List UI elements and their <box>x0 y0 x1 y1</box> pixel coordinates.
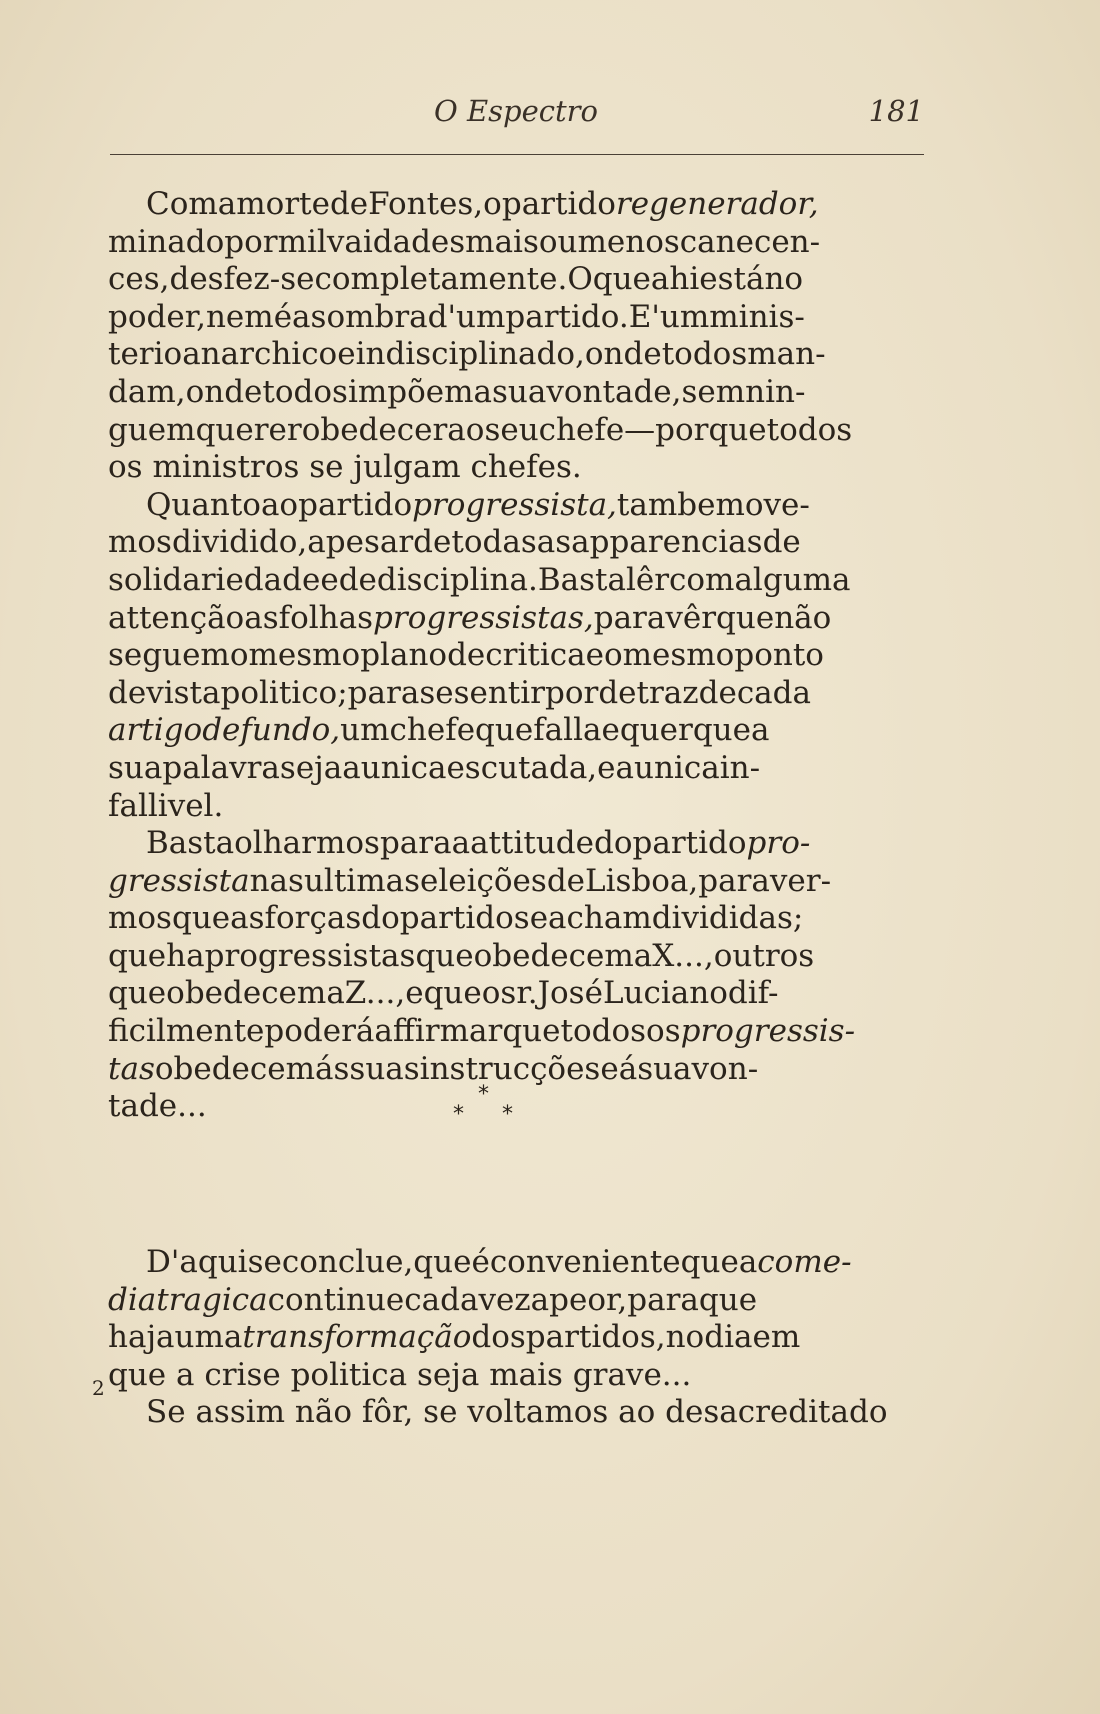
book-page <box>108 92 924 1431</box>
word: um <box>340 712 390 749</box>
word: de <box>202 712 241 749</box>
text-line <box>108 750 924 788</box>
word: a <box>615 749 634 786</box>
word: crise <box>204 1356 281 1393</box>
word: para <box>627 1281 699 1318</box>
word: critica <box>485 637 586 674</box>
text-line <box>108 562 924 600</box>
word: conclue, <box>281 1244 414 1280</box>
text-line <box>108 900 924 938</box>
word: ao <box>447 411 485 448</box>
page-number: 181 <box>868 94 924 128</box>
word: partido. <box>505 298 629 335</box>
word: no <box>764 261 804 298</box>
word: haja <box>108 1319 175 1356</box>
word: por <box>224 223 278 260</box>
word: é <box>471 1244 490 1280</box>
word: que <box>108 1356 167 1393</box>
word: um <box>659 298 710 335</box>
word: conveniente <box>489 1244 681 1280</box>
word: querer <box>195 411 302 448</box>
paragraph-5 <box>108 1394 924 1432</box>
word: e <box>337 336 356 373</box>
word: continue <box>267 1281 405 1318</box>
word: politico; <box>220 674 348 711</box>
word: julgam <box>353 449 461 486</box>
word: ahi <box>650 261 700 298</box>
word: ministros <box>152 449 300 486</box>
word: obedecem <box>166 975 327 1012</box>
word: que <box>423 975 482 1012</box>
word: dif- <box>727 975 779 1012</box>
word: chefe <box>389 712 476 749</box>
word: vêr <box>665 599 717 636</box>
word: está <box>699 261 765 298</box>
word: nin- <box>745 373 806 410</box>
word: unica <box>634 749 720 786</box>
word: de <box>108 674 147 711</box>
word: e <box>405 975 424 1012</box>
word: minado <box>108 223 225 260</box>
word: mil <box>277 223 327 260</box>
word: artigo <box>108 712 203 749</box>
word: apesar <box>307 524 414 561</box>
word: attitude <box>470 825 594 862</box>
word: instrucções <box>419 1050 601 1087</box>
word: a <box>633 937 653 974</box>
word: dos <box>471 1319 526 1356</box>
text-line <box>108 938 924 976</box>
word: peor, <box>549 1281 628 1318</box>
word: d'um <box>427 298 506 335</box>
text-line <box>108 600 924 638</box>
word: a <box>292 298 311 335</box>
word: para <box>347 674 420 711</box>
text-line <box>108 1013 924 1051</box>
word: nem <box>205 298 274 335</box>
word: se <box>513 900 549 937</box>
word: ha <box>166 937 205 974</box>
text-line <box>108 788 924 826</box>
text-line <box>108 261 924 299</box>
word: obedecem <box>154 1050 316 1087</box>
word: as <box>244 599 279 636</box>
word: dam, <box>108 373 186 410</box>
word: seu <box>484 411 539 448</box>
word: chefes. <box>470 449 582 486</box>
word: ultimas <box>303 862 420 899</box>
word: de <box>762 524 801 561</box>
word: que <box>680 1244 739 1280</box>
word: regenerador, <box>615 186 819 222</box>
word: do <box>361 900 400 937</box>
word: gressista <box>108 862 250 899</box>
text-line <box>108 1319 924 1357</box>
word: mesmo <box>622 637 735 674</box>
text-line <box>108 299 924 337</box>
word: dia <box>108 1281 157 1318</box>
body-text-continued <box>108 1244 924 1432</box>
word: detraz <box>598 674 699 711</box>
word: morte <box>236 186 330 222</box>
text-line <box>108 1394 924 1432</box>
word: indisciplinado, <box>355 336 585 373</box>
word: poderá <box>264 1013 375 1050</box>
word: ponto <box>734 637 824 674</box>
word: dia <box>704 1319 753 1356</box>
word: desacreditado <box>665 1394 888 1431</box>
word: chefe—porque <box>538 411 767 448</box>
word: solidariedade <box>108 561 321 598</box>
word: sua <box>637 1050 692 1087</box>
text-line <box>108 374 924 412</box>
word: as <box>230 900 265 937</box>
word: do <box>594 825 633 862</box>
word: minis- <box>709 298 805 335</box>
text-line <box>108 524 924 562</box>
word: todos <box>661 336 748 373</box>
word: alguma <box>734 561 851 598</box>
word: que <box>475 712 534 749</box>
word: partidos, <box>525 1319 666 1356</box>
word: outros <box>713 937 815 974</box>
word: progressistas <box>204 937 416 974</box>
word: progressis- <box>680 1013 856 1050</box>
word: ás <box>315 1050 350 1087</box>
word: com <box>669 561 735 598</box>
word: obedecer <box>301 411 448 448</box>
word: seja <box>279 749 343 786</box>
word: para <box>698 862 770 899</box>
word: para <box>593 599 666 636</box>
word: pro- <box>746 825 811 862</box>
word: ve- <box>763 486 810 523</box>
word: Fontes, <box>368 186 484 222</box>
word: a <box>217 186 237 222</box>
word: a <box>176 1356 195 1393</box>
word: a <box>750 712 770 749</box>
word: palavra <box>162 749 280 786</box>
text-line <box>108 412 924 450</box>
word: in- <box>719 749 761 786</box>
word: cada <box>736 674 811 711</box>
word: de <box>329 186 369 222</box>
word: onde <box>185 373 263 410</box>
word: a <box>451 825 471 862</box>
word: acham <box>548 900 652 937</box>
word: sr. <box>500 975 538 1012</box>
word: sem <box>681 373 746 410</box>
word: affirmar <box>374 1013 503 1050</box>
text-line <box>108 186 924 224</box>
word: seguem <box>108 637 230 674</box>
text-line <box>108 336 924 374</box>
word: progressistas, <box>373 599 594 636</box>
word: de <box>338 561 377 598</box>
word: mesmo <box>248 637 361 674</box>
text-line <box>108 675 924 713</box>
word: uma <box>174 1319 243 1356</box>
word: todos <box>262 373 348 410</box>
word: todas <box>451 524 537 561</box>
word: de <box>413 524 452 561</box>
word: impõem <box>347 373 474 410</box>
word: mais <box>489 1356 563 1393</box>
word: se <box>247 1244 282 1280</box>
word: e <box>320 561 339 598</box>
text-line <box>108 449 924 487</box>
word: obedecem <box>473 937 634 974</box>
word: divididas; <box>651 900 804 937</box>
word: sua <box>108 749 163 786</box>
word: man- <box>747 336 826 373</box>
word: partido <box>632 825 747 862</box>
word: voltamos <box>467 1394 609 1431</box>
paragraph-2 <box>108 487 924 825</box>
separator-star-left: * <box>453 1102 464 1127</box>
word: á <box>618 1050 638 1087</box>
word: menos <box>577 223 680 260</box>
word: X..., <box>652 937 714 974</box>
running-title: O Espectro <box>434 94 598 128</box>
word: come- <box>757 1244 852 1280</box>
text-line <box>108 1244 924 1282</box>
word: desfez-se <box>169 261 315 298</box>
word: o <box>481 975 501 1012</box>
word: onde <box>584 336 662 373</box>
word: completamente. <box>314 261 568 298</box>
word: vontade, <box>546 373 682 410</box>
word: não <box>294 1394 353 1431</box>
word: eleições <box>420 862 547 899</box>
word: terio <box>108 336 183 373</box>
word: e <box>585 637 604 674</box>
word: suas <box>349 1050 420 1087</box>
word: mais <box>465 223 539 260</box>
word: nas <box>249 862 304 899</box>
word: sentir <box>453 674 545 711</box>
word: sombra <box>310 298 428 335</box>
word: Quanto <box>146 486 261 523</box>
word: Luciano <box>602 975 728 1012</box>
word: D'aqui <box>146 1244 248 1280</box>
word: tambem <box>616 486 745 523</box>
word: que <box>698 1281 758 1318</box>
word: o <box>483 186 502 222</box>
text-line <box>108 825 924 863</box>
word: Lisboa, <box>585 862 699 899</box>
word: José <box>537 975 603 1012</box>
word: e <box>597 749 616 786</box>
word: ver- <box>769 862 832 899</box>
word: progressista, <box>412 486 617 523</box>
word: Basta <box>537 561 626 598</box>
word: Com <box>146 186 218 222</box>
word: grave... <box>572 1356 692 1393</box>
word: se <box>423 1394 458 1431</box>
word: anarchico <box>182 336 338 373</box>
word: o <box>603 637 623 674</box>
word: que <box>108 975 167 1012</box>
paragraph-3 <box>108 825 924 1126</box>
word: se <box>419 674 454 711</box>
word: os <box>646 1013 681 1050</box>
word: de <box>447 637 486 674</box>
running-header <box>108 92 924 138</box>
text-line <box>108 224 924 262</box>
word: disciplina. <box>376 561 538 598</box>
word: E' <box>628 298 660 335</box>
word: tragica <box>156 1281 268 1318</box>
word: ficilmente <box>108 1013 265 1050</box>
word: assim <box>195 1394 286 1431</box>
word: falla <box>533 712 602 749</box>
word: dividido, <box>171 524 308 561</box>
word: ao <box>618 1394 656 1431</box>
word: politica <box>290 1356 408 1393</box>
word: unica <box>360 749 447 786</box>
word: que <box>108 937 167 974</box>
word: o <box>229 637 249 674</box>
word: poder, <box>108 298 206 335</box>
word: partido <box>298 486 413 523</box>
word: ao <box>260 486 299 523</box>
word: no <box>665 1319 705 1356</box>
word: que <box>592 261 651 298</box>
word: de <box>546 862 586 899</box>
text-line <box>108 487 924 525</box>
word: lêr <box>625 561 670 598</box>
word: que <box>692 712 751 749</box>
word: fallivel. <box>108 787 224 824</box>
word: não <box>774 599 832 636</box>
word: mos <box>108 900 172 937</box>
word: vaidades <box>326 223 466 260</box>
paragraph-1 <box>108 186 924 487</box>
word: partido <box>399 900 514 937</box>
word: o <box>744 486 764 523</box>
word: em <box>752 1319 801 1356</box>
word: olharmos <box>234 825 380 862</box>
word: Basta <box>146 825 235 862</box>
separator-star-top: * <box>478 1082 489 1107</box>
signature-mark: 2 <box>92 1376 105 1400</box>
word: que <box>413 1244 472 1280</box>
word: attenção <box>108 599 245 636</box>
paragraph-4 <box>108 1244 924 1394</box>
text-line <box>108 1282 924 1320</box>
word: ou <box>538 223 578 260</box>
word: guem <box>108 411 196 448</box>
word: que <box>171 900 231 937</box>
word: folhas <box>278 599 374 636</box>
word: von- <box>691 1050 759 1087</box>
header-rule <box>110 154 924 155</box>
word: cada <box>404 1281 479 1318</box>
word: todos <box>766 411 853 448</box>
word: partido <box>501 186 616 222</box>
word: de <box>698 674 737 711</box>
text-line <box>108 637 924 675</box>
word: a <box>473 373 492 410</box>
word: forças <box>264 900 362 937</box>
word: a <box>342 749 361 786</box>
word: O <box>567 261 593 298</box>
word: e <box>600 1050 619 1087</box>
word: que <box>415 937 474 974</box>
separator-star-right: * <box>502 1102 513 1127</box>
word: vez <box>478 1281 531 1318</box>
word: todos <box>560 1013 647 1050</box>
section-separator <box>108 1082 924 1132</box>
word: os <box>108 449 143 486</box>
word: transformação <box>242 1319 472 1356</box>
word: seja <box>417 1356 480 1393</box>
word: a <box>530 1281 550 1318</box>
word: plano <box>360 637 448 674</box>
word: ces, <box>108 261 170 298</box>
word: vista <box>146 674 221 711</box>
word: fôr, <box>361 1394 414 1431</box>
word: sua <box>492 373 547 410</box>
text-line <box>108 863 924 901</box>
word: tade... <box>108 1088 207 1125</box>
word: por <box>545 674 599 711</box>
word: apparencias <box>571 524 763 561</box>
word: e <box>601 712 620 749</box>
word: tas <box>108 1050 155 1087</box>
word: canecen- <box>679 223 821 260</box>
word: Se <box>146 1394 186 1431</box>
word: para <box>379 825 452 862</box>
word: a <box>738 1244 758 1280</box>
word: quer <box>619 712 693 749</box>
word: mos <box>108 524 172 561</box>
word: que <box>716 599 775 636</box>
text-line <box>108 712 924 750</box>
text-line <box>108 975 924 1013</box>
word: fundo, <box>240 712 341 749</box>
word: a <box>326 975 345 1012</box>
word: é <box>273 298 293 335</box>
word: as <box>536 524 572 561</box>
word: escutada, <box>446 749 598 786</box>
word: se <box>309 449 344 486</box>
text-line <box>108 1357 924 1395</box>
word: Z..., <box>344 975 406 1012</box>
body-text <box>108 186 924 1126</box>
word: que <box>502 1013 561 1050</box>
